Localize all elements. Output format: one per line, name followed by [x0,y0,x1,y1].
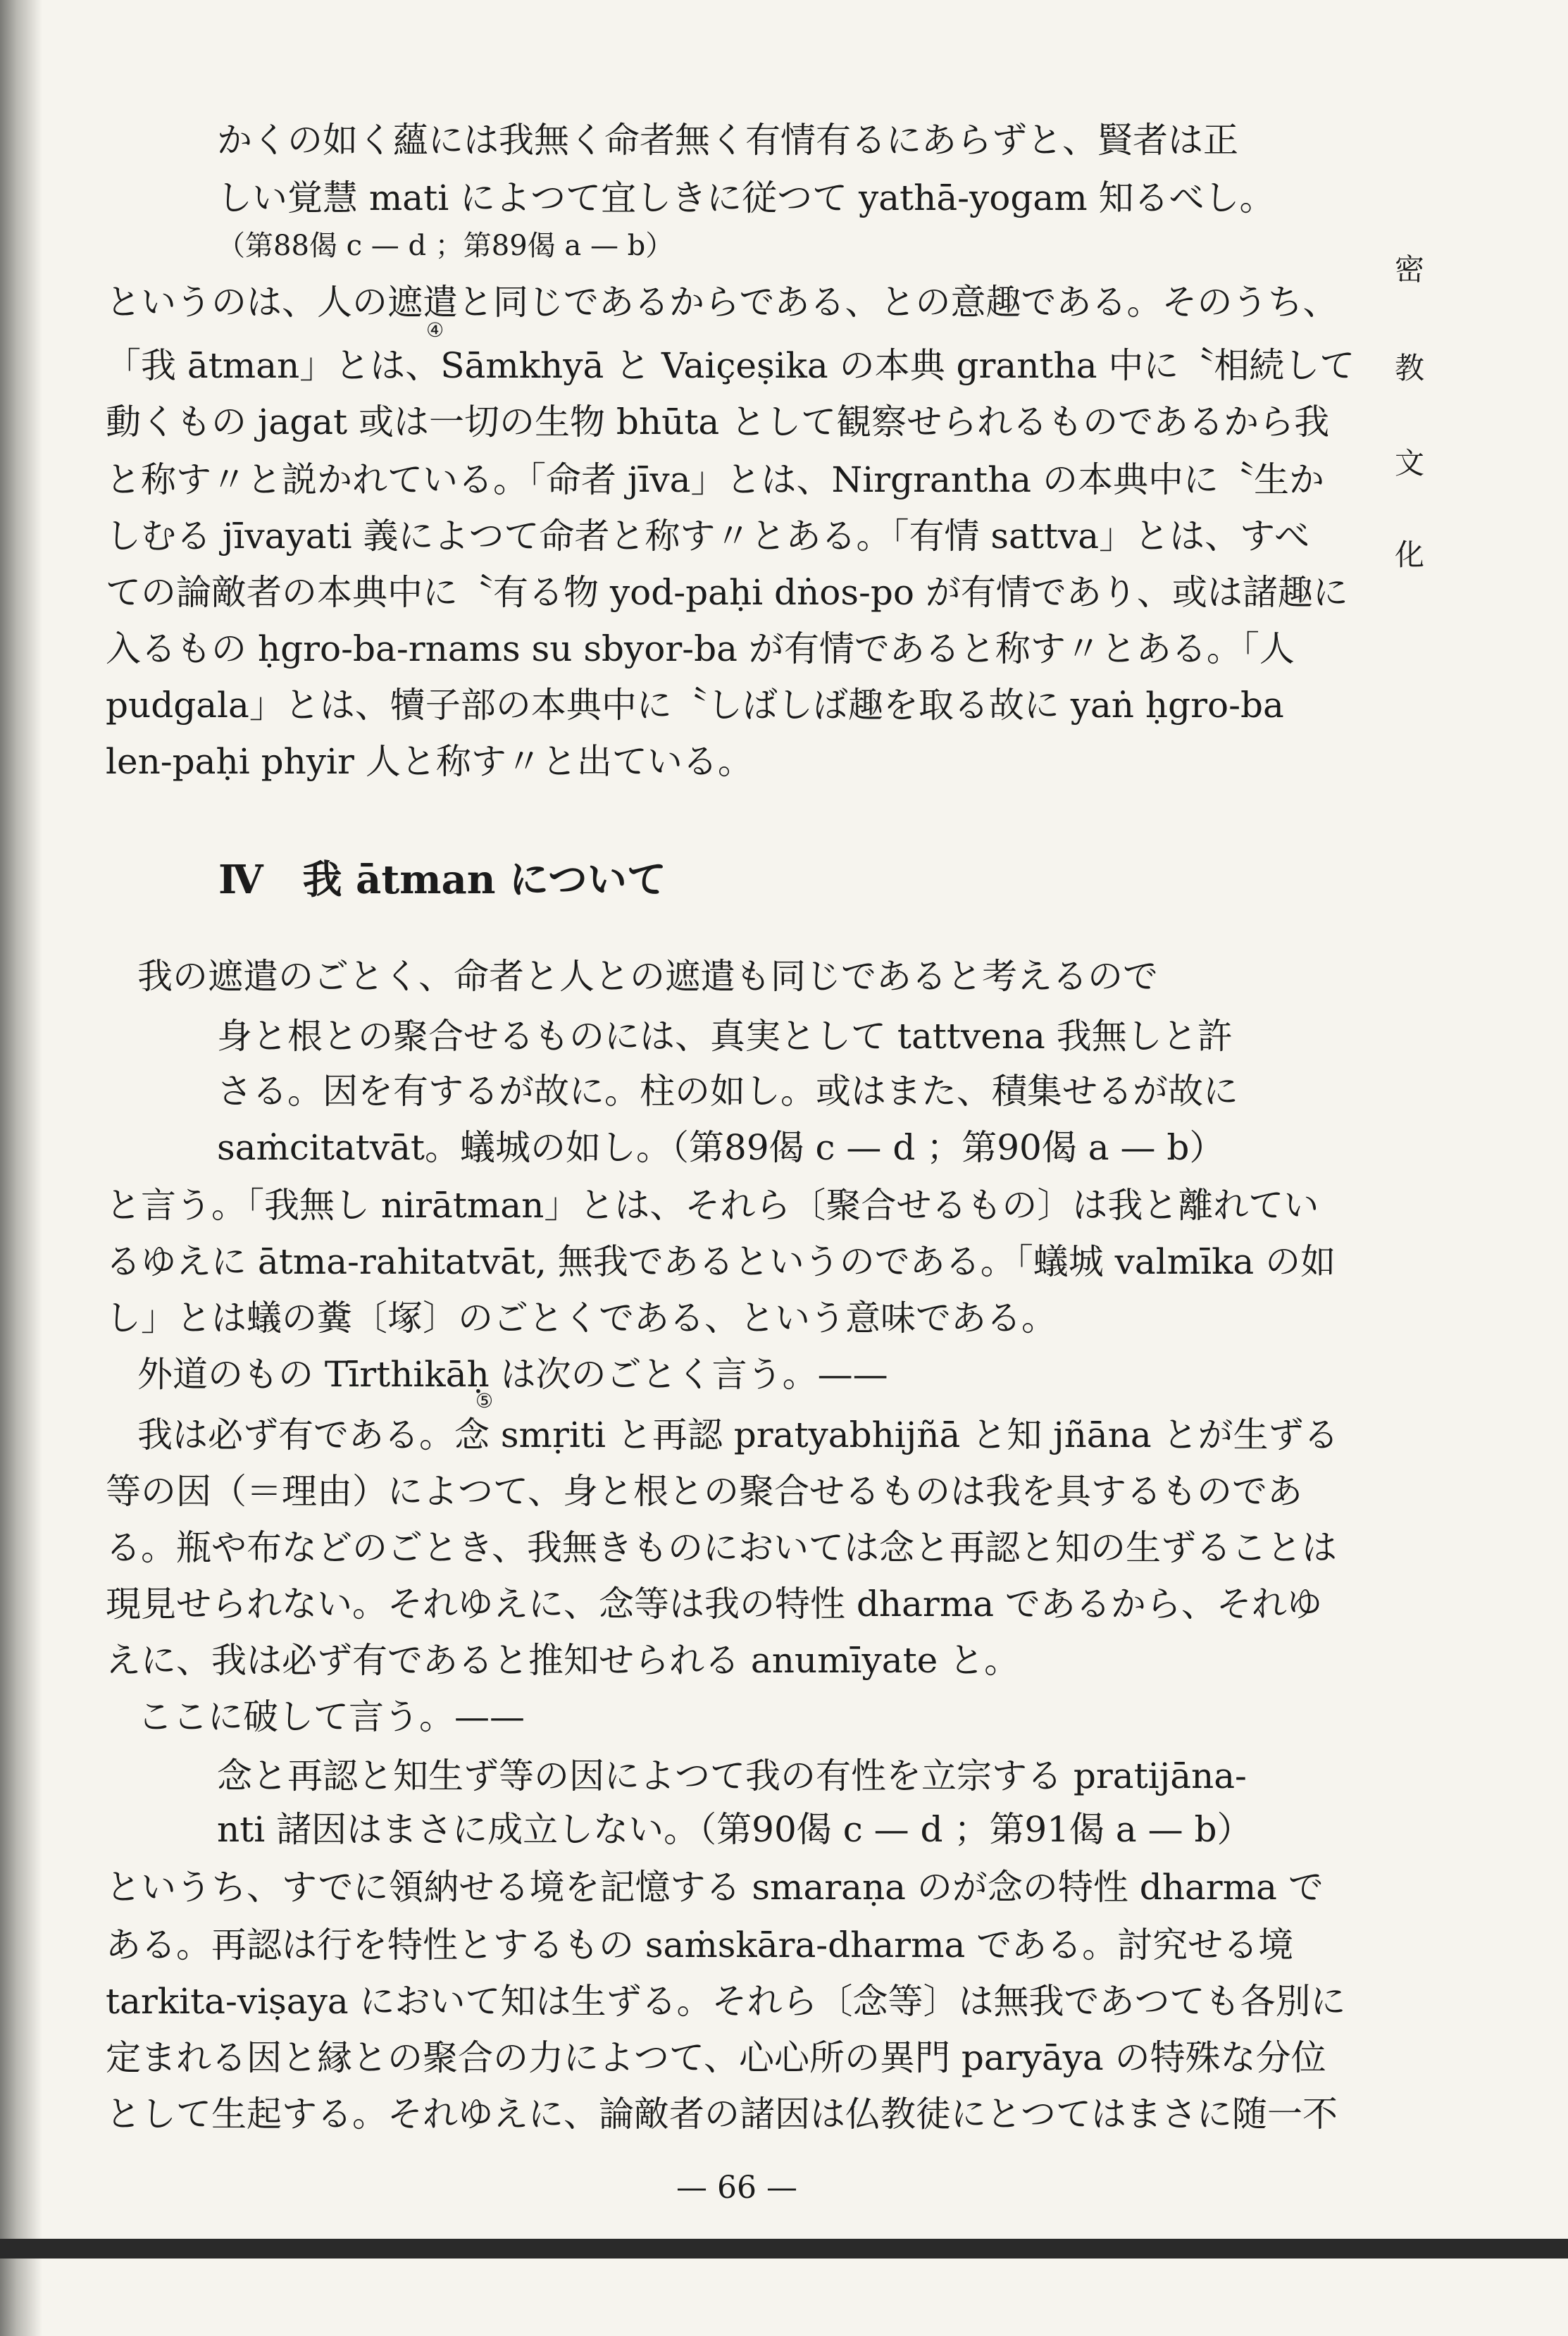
footnote-mark: ⑤ [475,1389,494,1412]
body-line: る。瓶や布などのごとき、我無きものにおいては念と再認と知の生ずることは [106,1527,1337,1568]
body-line: というのは、人の遮遣と同じであるからである、との意趣である。そのうち、 [106,282,1338,323]
body-line: 入るもの ḥgro-ba-rnams su sbyor-ba が有情であると称す〃とある。「人 [106,628,1295,669]
verse-line: saṁcitatvāt。蟻城の如し。（第89偈 c — d ；第90偈 a — b） [217,1127,1225,1168]
body-line: るゆえに ātma-rahitatvāt, 無我であるというのである。「蟻城 valmīka の如 [106,1241,1336,1282]
verse-line: 念と再認と知生ず等の因によつて我の有性を立宗する pratijāna- [217,1756,1247,1796]
body-line: len-paḥi phyir 人と称す〃と出ている。 [106,741,753,782]
body-line: pudgala」とは、犢子部の本典中に〝しばしば趣を取る故に yaṅ ḥgro-ba [106,685,1284,726]
body-line: として生起する。それゆえに、論敵者の諸因は仏教徒にとつてはまさに随一不 [106,2094,1338,2135]
body-line: えに、我は必ず有であると推知せられる anumīyate と。 [106,1640,1020,1681]
side-label-char: 文 [1395,446,1425,480]
body-line: 「我 ātman」とは、Sāmkhyā と Vaiçeṣika の本典 grantha 中に〝相続して [106,345,1355,386]
side-label-char: 密 [1395,252,1425,287]
body-line: ある。再認は行を特性とするもの saṁskāra-dharma である。討究せる境 [106,1925,1294,1965]
side-label-char: 化 [1395,538,1425,572]
body-line: と称す〃と説かれている。「命者 jīva」とは、Nirgrantha の本典中に〝生か [106,459,1325,500]
side-label-char: 教 [1395,351,1425,385]
body-line: 等の因（＝理由）によつて、身と根との聚合せるものは我を具するものであ [106,1471,1302,1512]
body-line: ここに破して言う。—— [137,1696,525,1737]
body-line: しむる jīvayati 義によつて命者と称す〃とある。「有情 sattva」とは、すべ [106,516,1310,557]
body-line: 我の遮遣のごとく、命者と人との遮遣も同じであると考えるので [137,956,1158,997]
body-line: 我は必ず有である。念 smṛiti と再認 pratyabhijñā と知 jñāna とが生ずる [137,1415,1339,1455]
body-line: 動くもの jagat 或は一切の生物 bhūta として観察せられるものであるから我 [106,402,1330,442]
verse-line: しい覚慧 mati によつて宜しきに従つて yathā-yogam 知るべし。 [217,178,1275,218]
verse-line: かくの如く蘊には我無く命者無く有情有るにあらずと、賢者は正 [217,120,1238,161]
body-line: と言う。「我無し nirātman」とは、それら〔聚合せるもの〕は我と離れてい [106,1185,1319,1226]
scan-bottom-band [0,2239,1568,2259]
section-heading: Ⅳ 我 ātman について [218,857,666,903]
verse-line: 身と根との聚合せるものには、真実として tattvena 我無しと許 [217,1016,1233,1057]
body-line: 現見せられない。それゆえに、念等は我の特性 dharma であるから、それゆ [106,1584,1322,1624]
footnote-mark: ④ [426,318,444,342]
verse-line: さる。因を有するが故に。柱の如し。或はまた、積集せるが故に [217,1071,1238,1112]
body-line: 外道のもの Tīrthikāḥ は次のごとく言う。—— [137,1354,888,1395]
scan-edge-shadow [0,0,42,2336]
verse-reference: （第88偈 c — d ；第89偈 a — b） [217,230,674,262]
body-line: し」とは蟻の糞〔塚〕のごとくである、という意味である。 [106,1298,1057,1338]
page-number: — 66 — [676,2170,797,2206]
body-line: ての論敵者の本典中に〝有る物 yod-paḥi dṅos-po が有情であり、或は諸趣に [106,572,1348,613]
verse-line: nti 諸因はまさに成立しない。（第90偈 c — d ；第91偈 a — b） [217,1809,1252,1850]
body-line: 定まれる因と縁との聚合の力によつて、心心所の異門 paryāya の特殊な分位 [106,2037,1326,2078]
body-line: というち、すでに領納せる境を記憶する smaraṇa のが念の特性 dharma で [106,1867,1324,1908]
body-line: tarkita-viṣaya において知は生ずる。それら〔念等〕は無我であつても各別に [106,1981,1346,2022]
